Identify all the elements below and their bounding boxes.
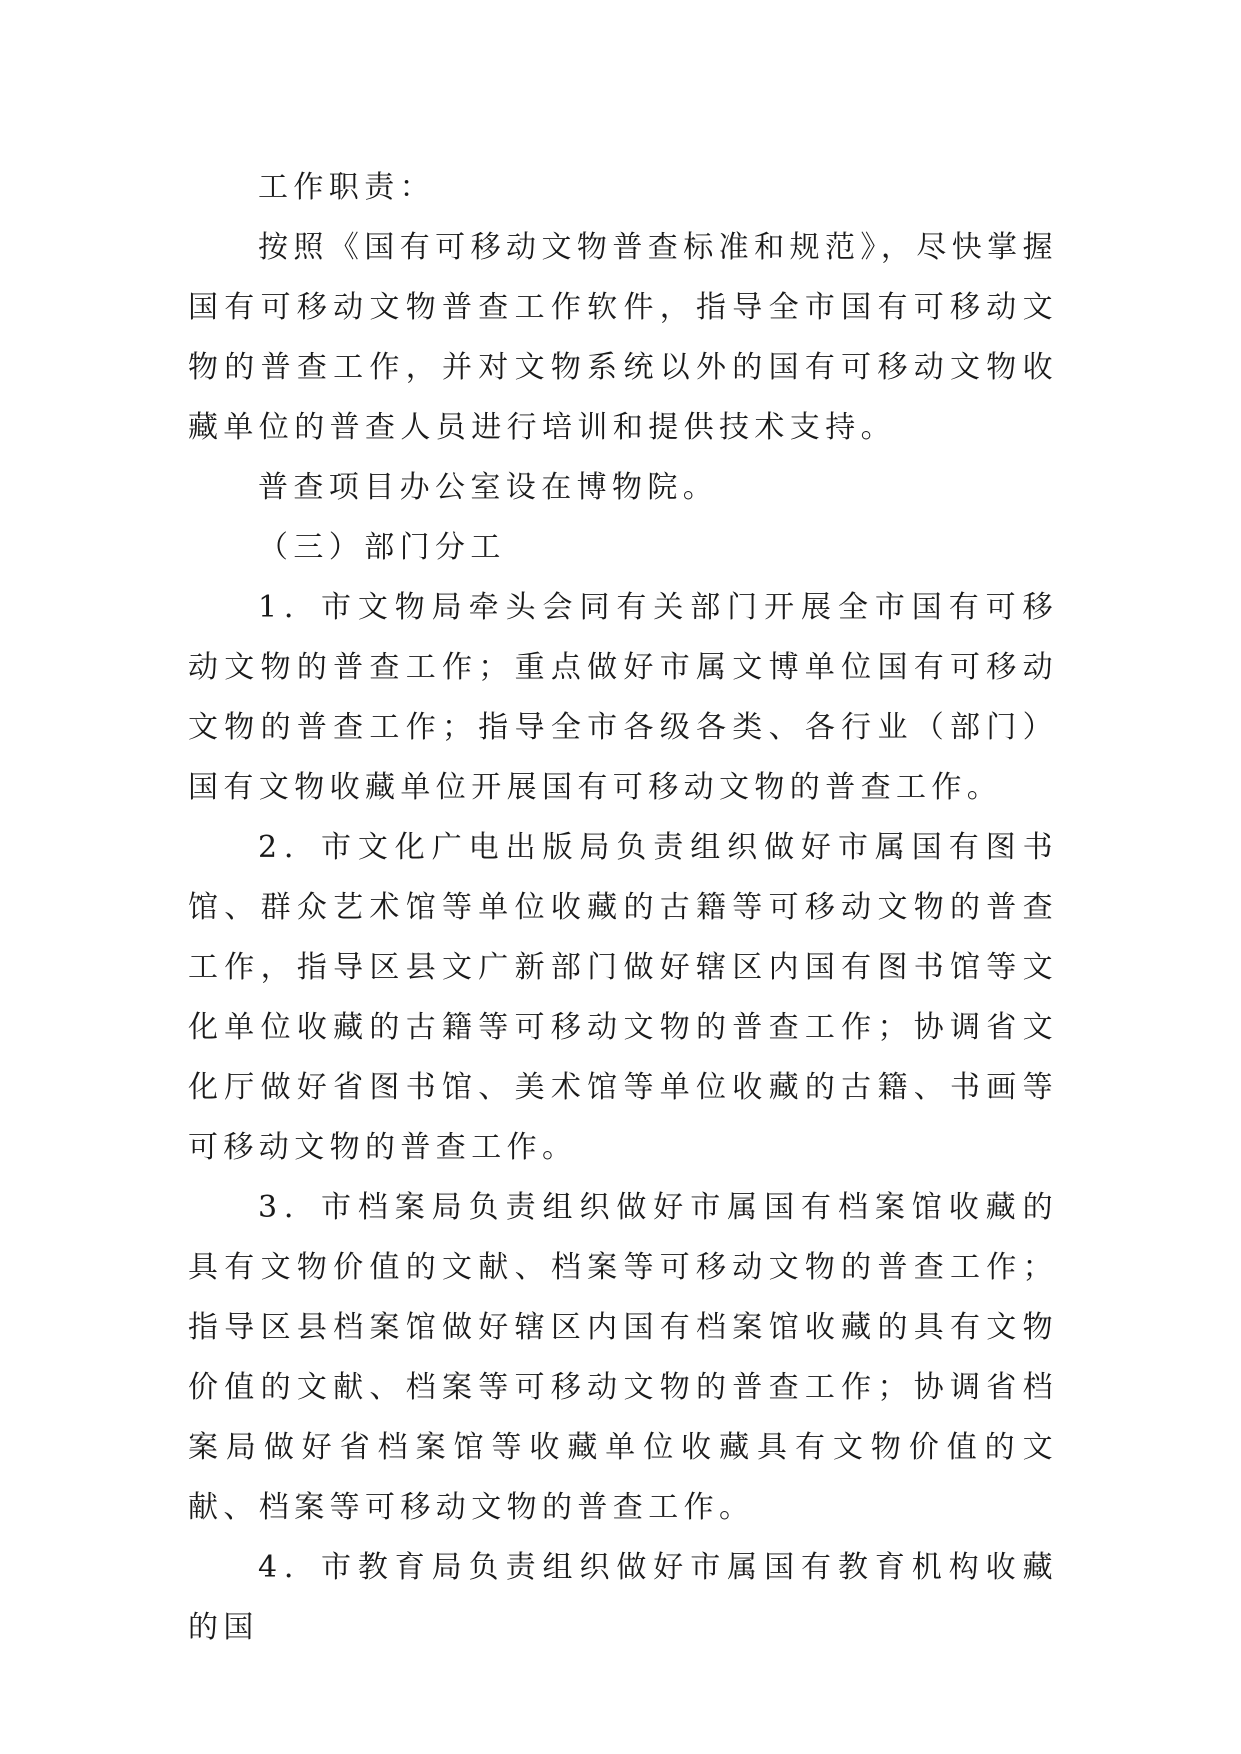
paragraph-item-4: 4．市教育局负责组织做好市属国有教育机构收藏的国 xyxy=(188,1550,1058,1645)
paragraph-item-2: 2．市文化广电出版局负责组织做好市属国有图书馆、群众艺术馆等单位收藏的古籍等可移动文物的普查工作，指导区县文广新部门做好辖区内国有图书馆等文化单位收藏的古籍等可移动文物的普查工作；协调省文化厅做好省图书馆、美术馆等单位收藏的古籍、书画等可移动文物的普查工作。 xyxy=(188,830,1058,1165)
paragraph-item-3: 3．市档案局负责组织做好市属国有档案馆收藏的具有文物价值的文献、档案等可移动文物的普查工作；指导区县档案馆做好辖区内国有档案馆收藏的具有文物价值的文献、档案等可移动文物的普查工作；协调省档案局做好省档案馆等收藏单位收藏具有文物价值的文献、档案等可移动文物的普查工作。 xyxy=(188,1190,1058,1525)
section-heading-division-of-labor: （三）部门分工 xyxy=(258,530,506,565)
paragraph-duties-heading: 工作职责： xyxy=(258,170,435,205)
paragraph-duties-body: 按照《国有可移动文物普查标准和规范》，尽快掌握国有可移动文物普查工作软件，指导全市国有可移动文物的普查工作，并对文物系统以外的国有可移动文物收藏单位的普查人员进行培训和提供技术支持。 xyxy=(188,230,1058,445)
paragraph-office-location: 普查项目办公室设在博物院。 xyxy=(258,470,719,505)
paragraph-item-1: 1．市文物局牵头会同有关部门开展全市国有可移动文物的普查工作；重点做好市属文博单位国有可移动文物的普查工作；指导全市各级各类、各行业（部门）国有文物收藏单位开展国有可移动文物的普查工作。 xyxy=(188,590,1058,805)
document-body xyxy=(188,158,1058,1658)
